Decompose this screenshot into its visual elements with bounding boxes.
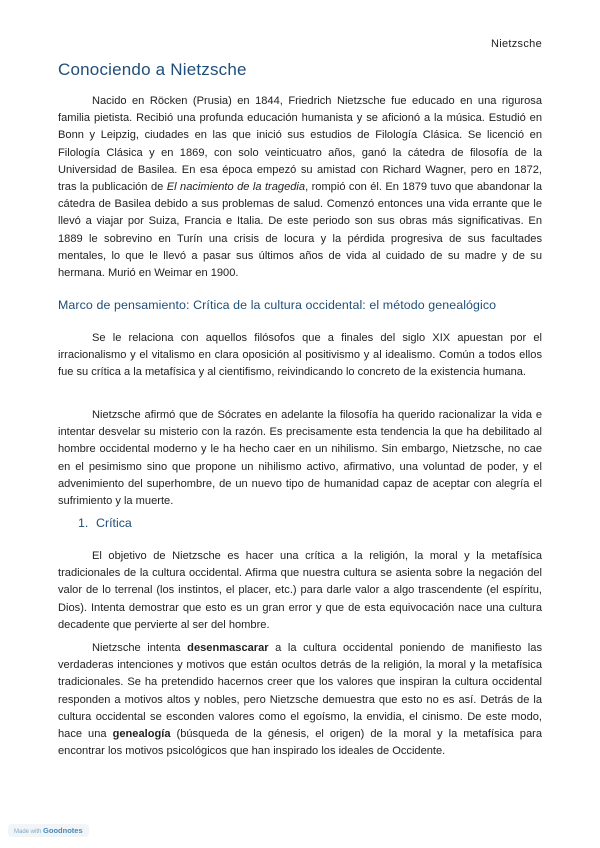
bio-text-2: , rompió con él. En 1879 tuvo que abandonar la cátedra de Basilea debido a sus problemas de salud. Comenzó entonces una vida errante que le llevó a viajar por Suiza, Francia e Italia. De este periodo son sus obras más significativas. En 1889 le sobrevino en Turín una crisis de locura y la pérdida progresiva de sus facultades mentales, lo que le llevó a pasar sus últimos años de vida al cuidado de su madre y de su hermana. Murió en Weimar en 1900. <box>58 181 543 280</box>
critica-paragraph-2: Nietzsche intenta desenmascarar a la cultura occidental poniendo de manifiesto las verdaderas intenciones y motivos que están ocultos detrás de la religión, la moral y la metafísica tradicionales. Se ha pretendido hacernos creer que los valores que inspiran la cultura occidental responden a motivos altos y nobles, pero Nietzsche demuestra que esto no es así. Detrás de la cultura occidental se esconden valores como el egoísmo, la envidia, el cinismo. De este modo, hace una genealogía (búsqueda de la génesis, el origen) de la moral y la metafísica para encontrar los motivos psicológicos que han inspirado los ideales de Occidente. <box>58 642 542 758</box>
bold-term-genealogia: genealogía <box>112 728 171 741</box>
section-paragraph-1: Se le relaciona con aquellos filósofos que a finales del siglo XIX apuestan por el irracionalismo y el vitalismo en clara oposición al positivismo y al idealismo. Común a todos ellos fue su crítica a la metafísica y al cientifismo, reivindicando lo concreto de la existencia humana. <box>58 332 542 379</box>
section-heading: Marco de pensamiento: Crítica de la cultura occidental: el método genealógico <box>58 298 497 312</box>
heading-text: Crítica <box>96 516 132 530</box>
goodnotes-watermark: Made with Goodnotes <box>8 824 89 837</box>
heading-number: 1. <box>78 516 89 530</box>
numbered-heading <box>78 516 132 530</box>
section-body <box>58 330 542 382</box>
critica-body-2 <box>58 640 542 760</box>
bio-text-1: Nacido en Röcken (Prusia) en 1844, Friedrich Nietzsche fue educado en una rigurosa familia pietista. Recibió una profunda educación humanista y se aficionó a la música. Estudió en Bonn y Leipzig, ciudades en las que inició sus estudios de Filología Clásica. Se licenció en Filología Clásica y en 1869, con solo veinticuatro años, ganó la cátedra de filosofía de la Universidad de Basilea. En esa época empezó su amistad con Richard Wagner, pero en 1872, tras la publicación de <box>58 95 542 194</box>
section-body-2 <box>58 407 542 510</box>
running-header: Nietzsche <box>491 38 542 50</box>
bold-term-desenmascarar: desenmascarar <box>187 642 269 654</box>
biography-block <box>58 93 542 282</box>
critica-paragraph-1: El objetivo de Nietzsche es hacer una crítica a la religión, la moral y la metafísica tradicionales de la cultura occidental. Afirma que nuestra cultura se asienta sobre la negación del valor de lo terrenal (los instintos, el placer, etc.) para darle valor a algo trascendente (el espíritu, Dios). Intenta demostrar que esto es un gran error y que de esta equivocación nace una cultura decadente que pervierte al ser del hombre. <box>58 550 542 631</box>
critica-body-1 <box>58 548 542 634</box>
book-title: El nacimiento de la tragedia <box>166 181 306 194</box>
page-title: Conociendo a Nietzsche <box>58 60 247 79</box>
biography-paragraph <box>58 93 542 282</box>
section-paragraph-2: Nietzsche afirmó que de Sócrates en adelante la filosofía ha querido racionalizar la vida e intentar desvelar su misterio con la razón. Es precisamente esta tendencia la que ha debilitado al hombre occidental moderno y le ha hecho caer en un nihilismo. Sin embargo, Nietzsche, no cae en el pesimismo sino que propone un nihilismo activo, afirmativo, una voluntad de poder, y el advenimiento del superhombre, de un nuevo tipo de humanidad capaz de aceptar con alegría el sufrimiento y la muerte. <box>58 409 542 508</box>
